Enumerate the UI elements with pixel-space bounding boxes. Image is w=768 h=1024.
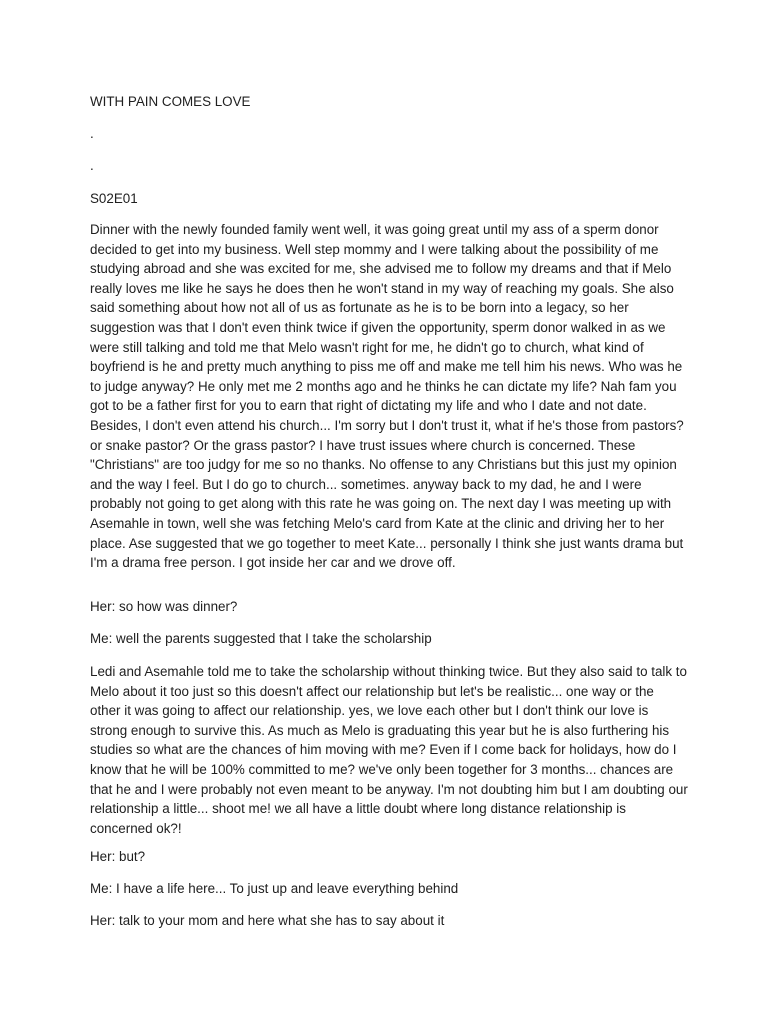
body-paragraph: Dinner with the newly founded family went well, it was going great until my ass of a sperm donor decided to get into my business. Well step mommy and I were talking about the possibility of me studying abroad and she was excited for me, she advised me to follow my dreams and that if Melo really loves me like he says he does then he won't stand in my way of reaching my goals. She also said something about how not all of us as fortunate as he is to be born into a legacy, so her suggestion was that I don't even think twice if given the opportunity, sperm donor walked in as we were still talking and told me that Melo wasn't right for me, he didn't go to church, what kind of boyfriend is he and pretty much anything to piss me off and make me tell him his news. Who was he to judge anyway? He only met me 2 months ago and he thinks he can dictate my life? Nah fam you got to be a father first for you to earn that right of dictating my life and who I date and not date. Besides, I don't even attend his church... I'm sorry but I don't trust it, what if he's those from pastors? or snake pastor? Or the grass pastor? I have trust issues where church is concerned. These "Christians" are too judgy for me so no thanks. No offense to any Christians but this just my opinion and the way I feel. But I do go to church... sometimes. anyway back to my dad, he and I were probably not going to get along with this rate he was going on. The next day I was meeting up with Asemahle in town, well she was fetching Melo's card from Kate at the clinic and driving her to her place. Ase suggested that we go together to meet Kate... personally I think she just wants drama but I'm a drama free person. I got inside her car and we drove off. xyxy=(90,222,684,571)
separator-dot: . xyxy=(90,126,94,141)
document-title: WITH PAIN COMES LOVE xyxy=(90,94,251,109)
body-paragraph: Ledi and Asemahle told me to take the scholarship without thinking twice. But they also said to talk to Melo about it too just so this doesn't affect our relationship but let's be realistic... one way or the other it was going to affect our relationship. yes, we love each other but I don't think our love is strong enough to survive this. As much as Melo is graduating this year but he is also furthering his studies so what are the chances of him moving with me? Even if I come back for holidays, how do I know that he will be 100% committed to me? we've only been together for 3 months... chances are that he and I were probably not even meant to be anyway. I'm not doubting him but I am doubting our relationship a little... shoot me! we all have a little doubt where long distance relationship is concerned ok?! xyxy=(90,664,688,836)
dialogue-line: Me: I have a life here... To just up and leave everything behind xyxy=(90,881,459,896)
dialogue-line: Me: well the parents suggested that I take the scholarship xyxy=(90,631,432,646)
dialogue-line: Her: talk to your mom and here what she has to say about it xyxy=(90,913,445,928)
separator-dot: . xyxy=(90,158,94,173)
dialogue-line: Her: so how was dinner? xyxy=(90,599,238,614)
episode-label: S02E01 xyxy=(90,191,138,206)
dialogue-line: Her: but? xyxy=(90,849,146,864)
